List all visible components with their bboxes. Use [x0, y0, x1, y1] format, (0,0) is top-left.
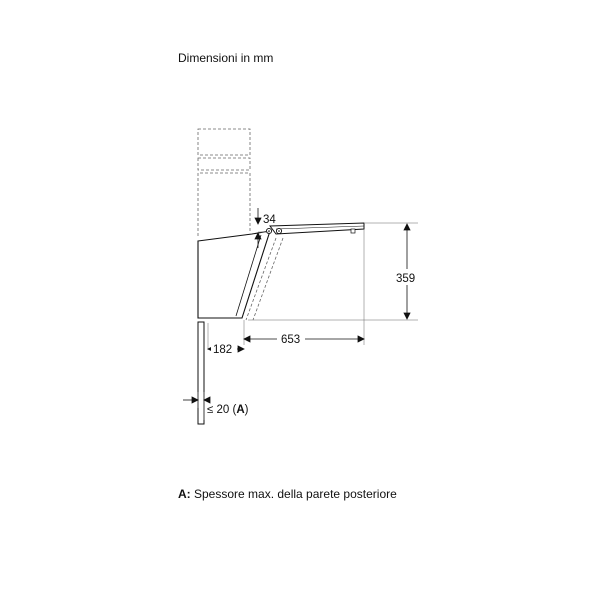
dimension-wall-thickness	[183, 397, 210, 403]
diagram-title: Dimensioni in mm	[178, 51, 274, 65]
canopy-end-tab	[351, 229, 355, 233]
dimension-653-label: 653	[281, 334, 301, 346]
legend-key: A:	[178, 487, 191, 501]
legend-caption	[178, 487, 397, 501]
legend-text: Spessore max. della parete posteriore	[190, 487, 397, 501]
dimension-182-label: 182	[213, 344, 233, 356]
chimney-dashed-outline	[198, 129, 250, 236]
dimension-359-label: 359	[396, 273, 416, 285]
dimension-wall-thickness-label: ≤ 20 (A)	[207, 404, 249, 416]
hood-body	[198, 231, 270, 318]
dimension-34-label: 34	[263, 214, 276, 226]
rear-wall	[198, 322, 204, 424]
